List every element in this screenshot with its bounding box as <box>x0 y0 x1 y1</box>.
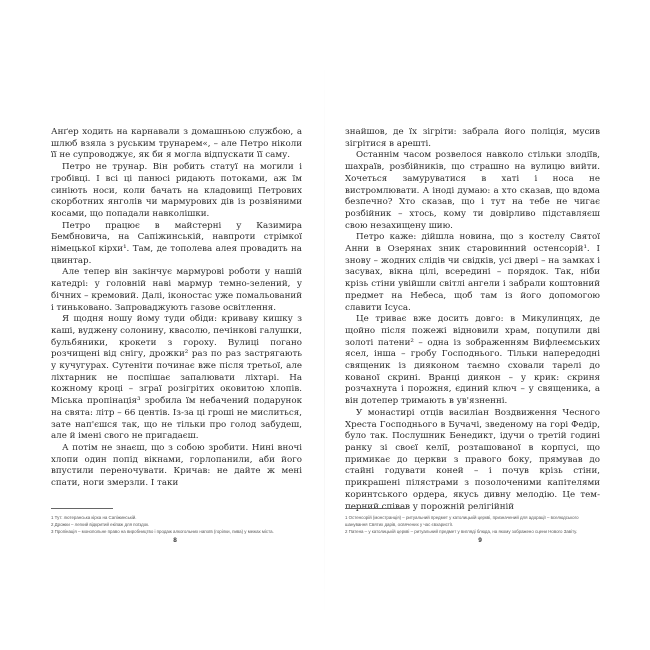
paragraph: Петро працює в майстерні у Казимира Бембновича, на Сапіжинській, навпроти стрімкої німецької кірхи¹. Там, де тополева алея провадить на цвинтар. <box>51 220 302 266</box>
paragraph: Петро каже: дійшла новина, що з костелу Святої Анни в Озерянах зник старовинний остенсорій¹. І знову – жодних слідів чи свідків, усі двері – на замках і засувах, вікна цілі, всередині – порядок. Так, ніби крізь стіни увійшли світлі ангели і забрали коштовний предмет на Небеса, щоб там із його допомогою славити Ісуса. <box>345 232 600 313</box>
paragraph: Але тепер він закінчує мармурові роботи у нашій катедрі: у головній наві мармур темно-зелений, у бічних – кремовий. Далі, іконостас уже помальований і тиньковано. Запроваджують газове освітлення. <box>51 267 302 313</box>
paragraph: Я щодня ношу йому туди обіди: криваву кишку з каші, вуджену солонину, квасолю, печінкові галушки, бульбяники, крокети з гороху. Вулиці погано розчищені від снігу, дрожки² раз по раз застрягають у кучугурах. Сутеніти починає вже після третьої, але ліхтарник не поспішає запалювати ліхтарі. На кожному кроці – зграї розігрітих оковитою хлопів. Міська пропінація³ зробила їм небачений подарунок на свята: літр – 66 центів. Із-за ці гроші не мислиться, зате нап'єшся так, що не тільки про голод забудеш, але й імені свого не пригадаєш. <box>51 314 302 442</box>
right-page <box>325 0 650 650</box>
paragraph: А потім не знаєш, що з собою зробити. Нині вночі хлопи один попід вікнами, горлопанили, аби його впустили переночувати. Кричав: не дайте ж мені спати, ноги змерзли. І таки <box>51 442 302 489</box>
footnote: 1 Остенсорій (монстранція) – ритуальний предмет у католицькій церкві, призначений для адорації – вселюдського шанування Святих дарів, освячених у час євхаристії. <box>345 515 579 527</box>
paragraph: Петро не трунар. Він робить статуї на могили і гробівці. І всі ці панюсі ридають потоками, аж їм синіють носи, коли бачать на кладовищі Петрових скорботних янголів чи мармурових дів із розвіяними косами, що попадали навколішки. <box>51 162 302 219</box>
page-number-left: 8 <box>173 537 177 544</box>
paragraph: Анґер ходить на карнавали з домашньою службою, а шлюб взяла з руським трунарем«, – але Петро ніколи її не супроводжує, як би я могла відпускати її саму. <box>51 127 302 161</box>
footnote: 3 Пропінація – монопольне право на виробництво і продаж алкогольних напоїв (горілки, пива) у межах міста. <box>51 529 274 534</box>
footnote-rule <box>51 508 113 509</box>
left-page-footnotes <box>51 514 302 535</box>
right-page-body <box>345 127 600 513</box>
footnote-rule <box>345 508 407 509</box>
page-number-right: 9 <box>478 537 482 544</box>
footnote: 2 Патена – у католицькій церкві – ритуальний предмет у вигляді блюда, на якому зображено сцени Нового Завіту. <box>345 529 578 534</box>
paragraph: Останнім часом розвелося навколо стільки злодіїв, шахраїв, розбійників, що страшно на вулицю вийти. Хочеться замуруватися в хаті і носа не вистромлювати. А іноді думаю: а хто сказав, що вдома безпечно? Хто сказав, що і тут на тебе не чигає розбійник – хтось, кому ти довірливо підставляєш свою незахищену шию. <box>345 150 600 231</box>
paragraph: знайшов, де їх зігріти: забрала його поліція, мусив зігрітися в арешті. <box>345 127 600 149</box>
paragraph: Це триває вже досить довго: в Микулинцях, де щойно після пожежі відновили храм, поцупили дві золоті патени² – одна із зображенням Вифлеємських ясел, інша – гробу Господнього. Тільки напередодні священик із дияконом таємно сховали тарелі до кованої скрині. Вранці диякон – у крик: скриня розчахнута і порожня, єдиний ключ – у священика, а він дотепер тримають в ув'язненні. <box>345 314 600 407</box>
footnote: 1 Тут: лютеранська кірха на Сапіжинській. <box>51 515 137 520</box>
right-page-footnotes <box>345 514 600 535</box>
footnote: 2 Дрожки – легкий відкритий екіпаж для поїздок. <box>51 522 150 527</box>
paragraph: У монастирі отців василіан Воздвиження Чесного Хреста Господнього в Бучачі, зведеному на горі Федір, було так. Послушник Бенедикт, ідучи о третій годині ранку зі своєї келії, розташованої в корпусі, що примикає до церкви з правого боку, прямував до стайні годувати коней – і почув крізь стіни, прикрашені пілястрами з позолоченими капітелями коринтського ордера, якусь дивну мелодію. Це темперний співав у порожній релігійній <box>345 407 600 512</box>
left-page-body <box>51 127 302 490</box>
